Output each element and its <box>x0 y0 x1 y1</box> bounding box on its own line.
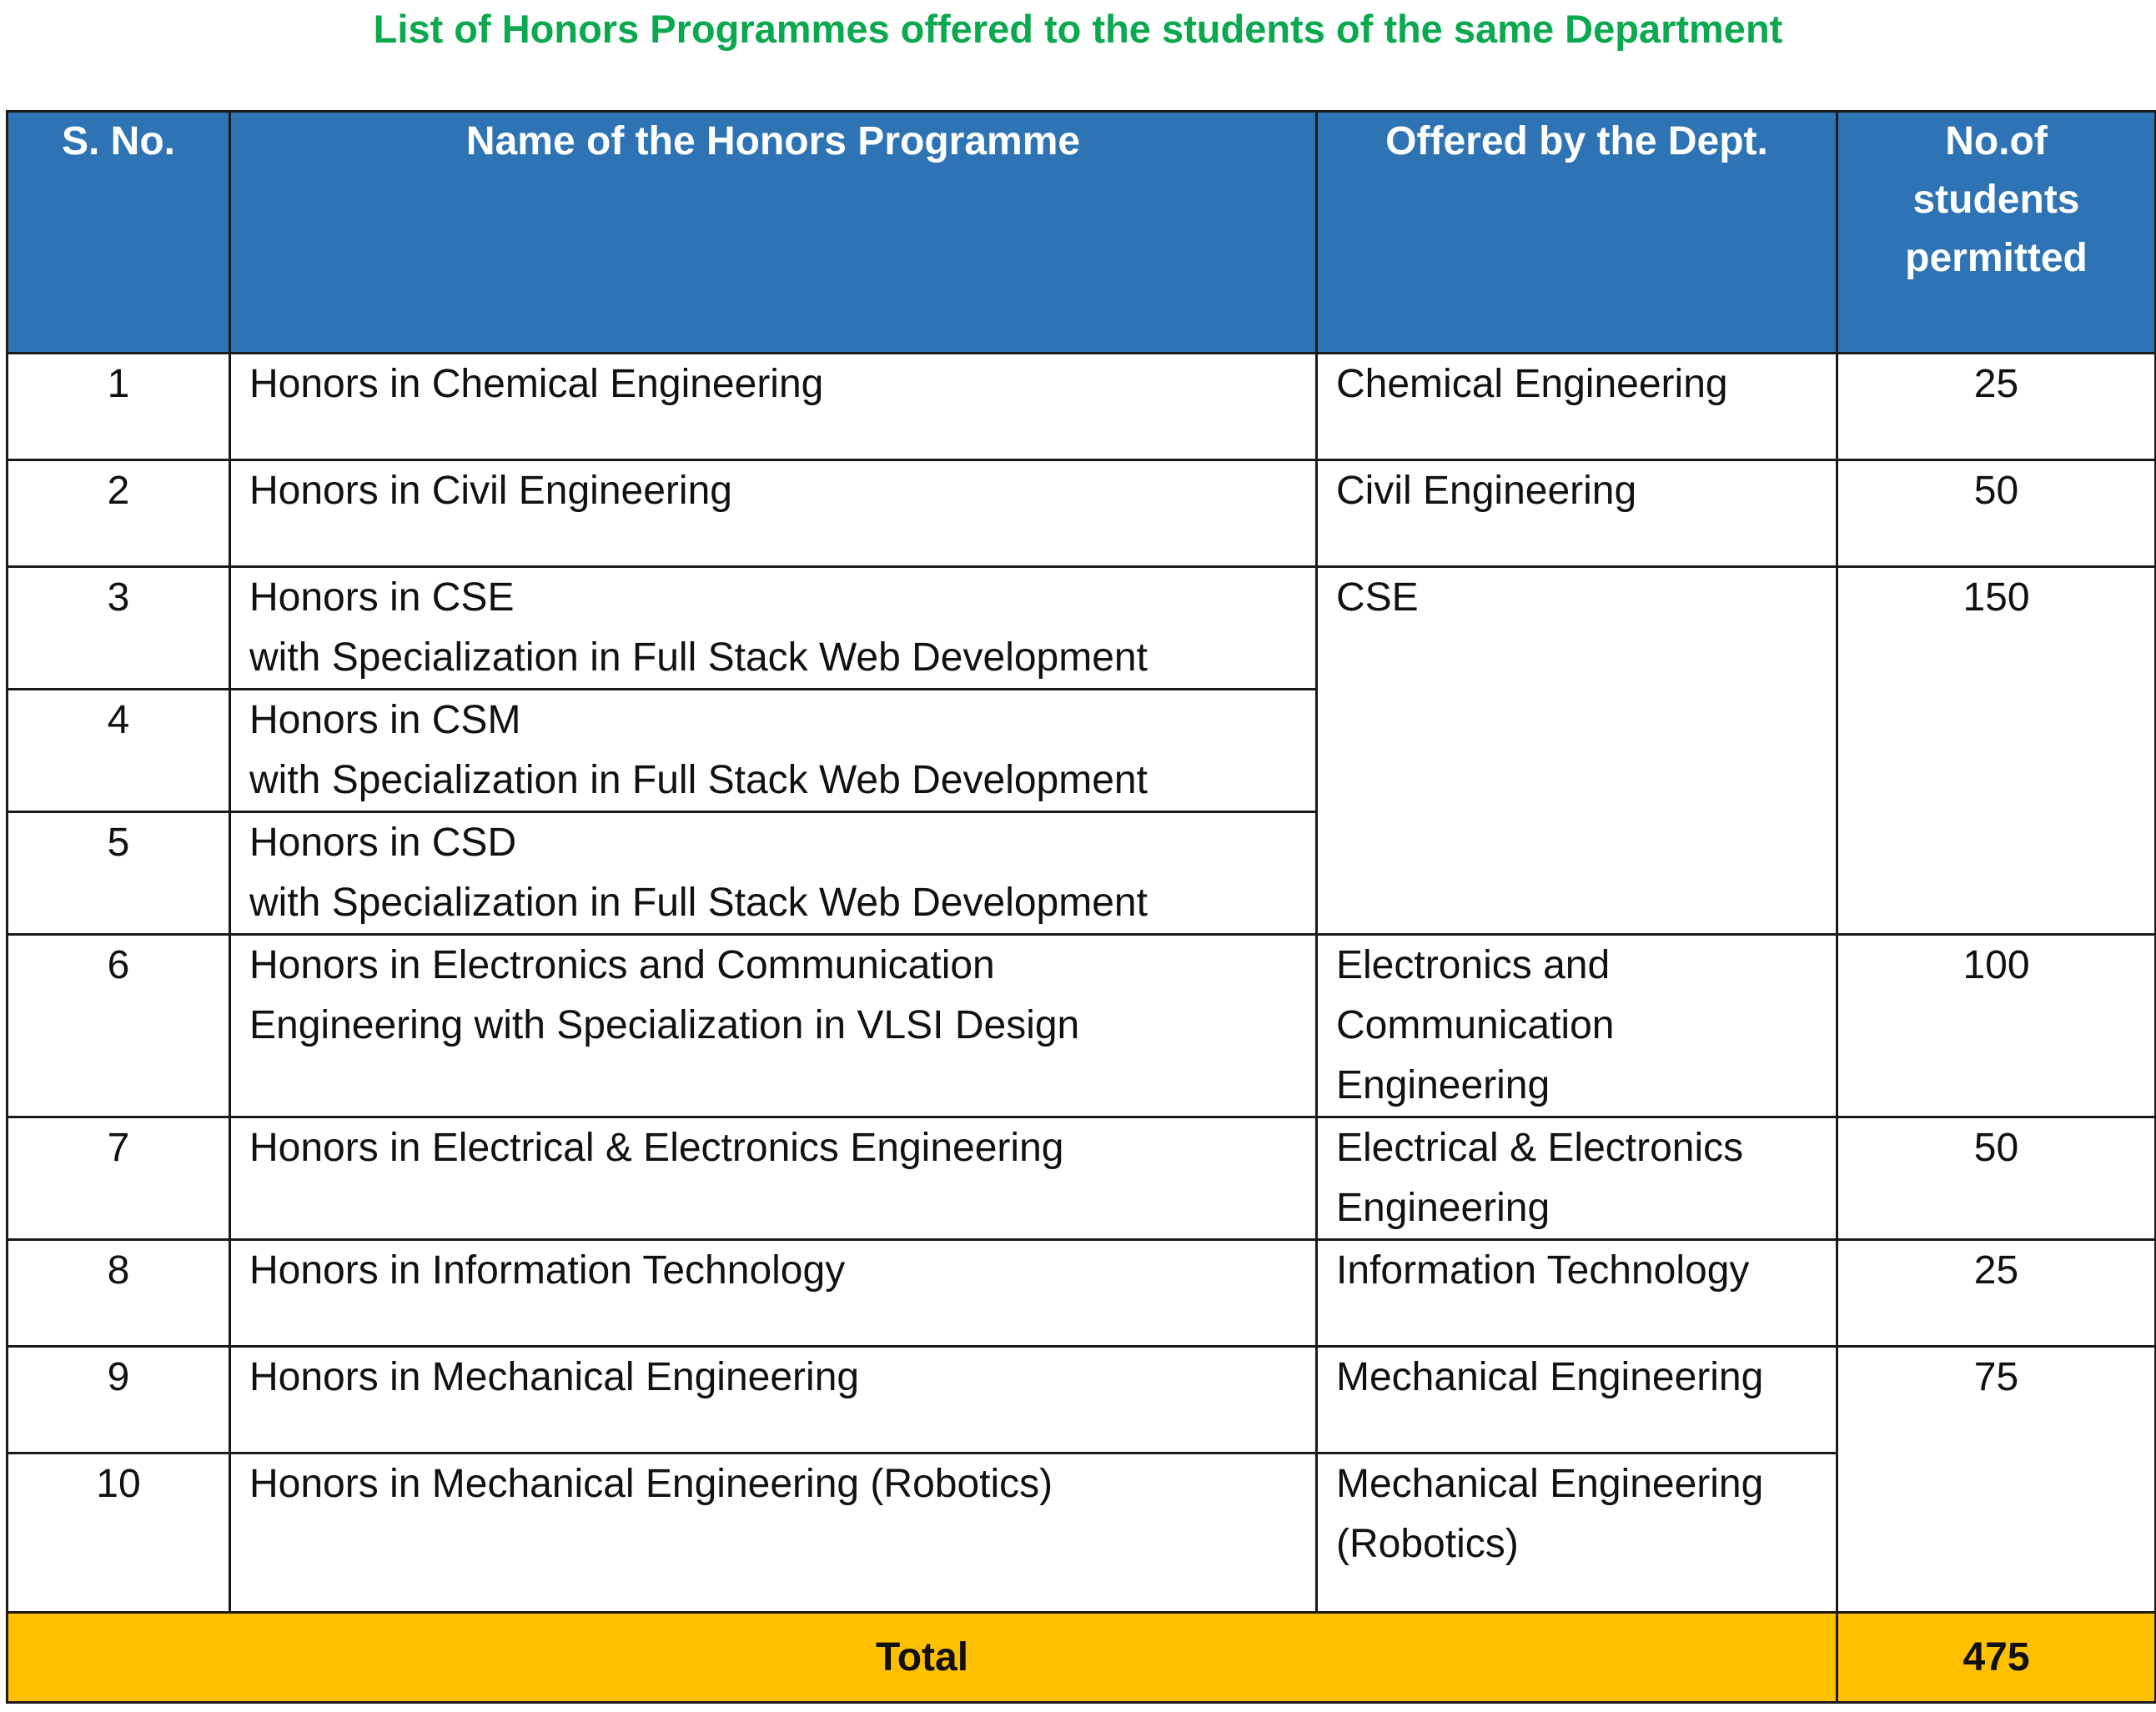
total-label: Total <box>8 1613 1837 1703</box>
row-dept-line2: Communication <box>1336 1003 1615 1047</box>
row-programme <box>230 812 1317 935</box>
row-students: 150 <box>1837 567 2156 935</box>
row-sno: 10 <box>8 1453 230 1613</box>
row-sno: 8 <box>8 1240 230 1347</box>
row-students: 25 <box>1837 1240 2156 1347</box>
row-dept: Mechanical Engineering <box>1317 1347 1837 1453</box>
row-programme <box>230 690 1317 812</box>
row-students: 50 <box>1837 460 2156 567</box>
header-programme: Name of the Honors Programme <box>230 112 1317 354</box>
row-sno: 5 <box>8 812 230 935</box>
table-row <box>8 1453 2156 1613</box>
total-row <box>8 1613 2156 1703</box>
row-dept-line1: Mechanical Engineering <box>1336 1462 1764 1506</box>
total-value: 475 <box>1837 1613 2156 1703</box>
row-dept: Chemical Engineering <box>1317 354 1837 460</box>
header-row <box>8 112 2156 354</box>
row-sno: 3 <box>8 567 230 690</box>
table-row <box>8 567 2156 690</box>
row-dept: Civil Engineering <box>1317 460 1837 567</box>
header-students <box>1837 112 2156 354</box>
row-dept-line3: Engineering <box>1336 1063 1550 1107</box>
row-dept: CSE <box>1317 567 1837 935</box>
table-row <box>8 1117 2156 1240</box>
row-students: 75 <box>1837 1347 2156 1613</box>
row-programme-line1: Honors in CSD <box>249 821 517 865</box>
header-sno: S. No. <box>8 112 230 354</box>
row-programme: Honors in Information Technology <box>230 1240 1317 1347</box>
row-programme-line2: with Specialization in Full Stack Web Development <box>249 758 1148 802</box>
header-students-line3: permitted <box>1905 236 2088 280</box>
row-programme: Honors in Mechanical Engineering (Robotics) <box>230 1453 1317 1613</box>
row-programme-line1: Honors in Electronics and Communication <box>249 943 995 987</box>
row-dept-line1: Electrical & Electronics <box>1336 1126 1744 1170</box>
row-students: 50 <box>1837 1117 2156 1240</box>
row-sno: 9 <box>8 1347 230 1453</box>
row-sno: 2 <box>8 460 230 567</box>
row-programme-line2: with Specialization in Full Stack Web Development <box>249 881 1148 925</box>
header-dept: Offered by the Dept. <box>1317 112 1837 354</box>
row-dept <box>1317 1117 1837 1240</box>
row-dept <box>1317 1453 1837 1613</box>
row-programme: Honors in Civil Engineering <box>230 460 1317 567</box>
row-programme-line1: Honors in CSM <box>249 698 521 742</box>
table-row <box>8 460 2156 567</box>
page-title: List of Honors Programmes offered to the students of the same Department <box>373 7 1783 51</box>
header-students-line1: No.of <box>1945 119 2048 163</box>
row-programme: Honors in Mechanical Engineering <box>230 1347 1317 1453</box>
row-sno: 7 <box>8 1117 230 1240</box>
row-students: 25 <box>1837 354 2156 460</box>
table-row <box>8 1347 2156 1453</box>
row-dept-line2: Engineering <box>1336 1186 1550 1230</box>
table-row <box>8 354 2156 460</box>
row-programme: Honors in Electrical & Electronics Engineering <box>230 1117 1317 1240</box>
table-row <box>8 935 2156 1117</box>
row-dept-line2: (Robotics) <box>1336 1522 1519 1566</box>
header-students-line2: students <box>1912 178 2080 222</box>
row-dept <box>1317 935 1837 1117</box>
row-programme <box>230 567 1317 690</box>
row-programme <box>230 935 1317 1117</box>
row-students: 100 <box>1837 935 2156 1117</box>
table-row <box>8 1240 2156 1347</box>
honors-table <box>6 110 2156 1704</box>
row-sno: 1 <box>8 354 230 460</box>
row-sno: 4 <box>8 690 230 812</box>
row-sno: 6 <box>8 935 230 1117</box>
row-programme-line1: Honors in CSE <box>249 575 515 620</box>
row-programme: Honors in Chemical Engineering <box>230 354 1317 460</box>
row-dept-line1: Electronics and <box>1336 943 1611 987</box>
row-programme-line2: with Specialization in Full Stack Web Development <box>249 635 1148 680</box>
row-programme-line2: Engineering with Specialization in VLSI Design <box>249 1003 1080 1047</box>
row-dept: Information Technology <box>1317 1240 1837 1347</box>
